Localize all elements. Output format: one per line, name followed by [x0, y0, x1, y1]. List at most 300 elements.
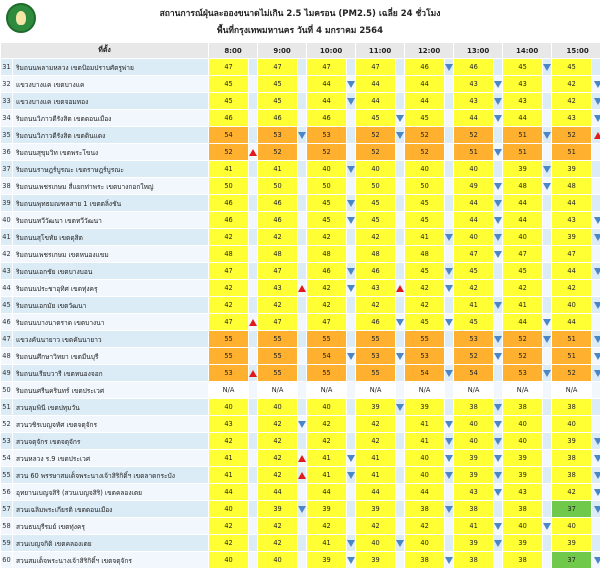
station-number: 60 [1, 552, 13, 569]
station-row [1, 501, 600, 518]
trend-cell [347, 552, 356, 569]
pm25-value-cell: 45 [209, 76, 249, 93]
trend-cell [494, 246, 503, 263]
trend-cell [249, 314, 258, 331]
trend-cell [249, 365, 258, 382]
trend-cell [249, 127, 258, 144]
station-name: แขวงบางแค เขตบางแค [13, 76, 209, 93]
trend-cell [396, 212, 405, 229]
trend-cell [494, 501, 503, 518]
trend-cell [249, 76, 258, 93]
pm25-value-cell: 42 [356, 518, 396, 535]
trend-down-icon [594, 455, 600, 462]
trend-cell [249, 331, 258, 348]
station-number: 52 [1, 416, 13, 433]
pm25-value-cell: 43 [454, 76, 494, 93]
pm25-value-cell: 40 [405, 535, 445, 552]
trend-down-icon [594, 268, 600, 275]
trend-down-icon [594, 81, 600, 88]
station-number: 58 [1, 518, 13, 535]
station-number: 55 [1, 467, 13, 484]
time-column-header: 13:00 [454, 43, 503, 59]
trend-down-icon [594, 353, 600, 360]
pm25-value-cell: 46 [405, 59, 445, 76]
station-row [1, 382, 600, 399]
station-number: 48 [1, 348, 13, 365]
trend-cell [494, 110, 503, 127]
trend-cell [494, 297, 503, 314]
pm25-value-cell: 38 [552, 450, 592, 467]
pm25-value-cell: 38 [454, 501, 494, 518]
trend-cell [249, 212, 258, 229]
trend-down-icon [396, 540, 404, 547]
trend-up-icon [249, 370, 257, 377]
station-name: ริมถนนเอกชัย เขตบางบอน [13, 263, 209, 280]
report-title: สถานการณ์ฝุ่นละอองขนาดไม่เกิน 2.5 ไมครอน (PM2.5) เฉลี่ย 24 ชั่วโมง [0, 6, 600, 20]
pm25-value-cell: 43 [454, 93, 494, 110]
pm25-value-cell: 42 [258, 518, 298, 535]
pm25-value-cell: 48 [503, 178, 543, 195]
trend-cell [396, 297, 405, 314]
pm25-value-cell: 48 [258, 246, 298, 263]
station-name: สวนจตุจักร เขตจตุจักร [13, 433, 209, 450]
trend-cell [298, 127, 307, 144]
station-name: ริมถนนประชาอุทิศ เขตทุ่งครุ [13, 280, 209, 297]
trend-cell [494, 280, 503, 297]
pm25-value-cell: 42 [356, 229, 396, 246]
trend-up-icon [396, 285, 404, 292]
pm25-value-cell: 39 [258, 501, 298, 518]
trend-cell [494, 76, 503, 93]
trend-cell [298, 365, 307, 382]
trend-cell [249, 467, 258, 484]
trend-cell [347, 331, 356, 348]
time-column-header: 14:00 [503, 43, 552, 59]
trend-cell [445, 416, 454, 433]
trend-cell [543, 348, 552, 365]
pm25-value-cell: 48 [356, 246, 396, 263]
trend-up-icon [298, 472, 306, 479]
trend-cell [249, 535, 258, 552]
trend-cell [249, 178, 258, 195]
trend-down-icon [494, 540, 502, 547]
trend-down-icon [396, 353, 404, 360]
trend-cell [396, 484, 405, 501]
trend-down-icon [347, 557, 355, 564]
pm25-value-cell: 53 [356, 348, 396, 365]
trend-cell [592, 161, 600, 178]
trend-cell [494, 195, 503, 212]
trend-cell [445, 110, 454, 127]
trend-cell [543, 433, 552, 450]
trend-down-icon [494, 404, 502, 411]
trend-down-icon [494, 421, 502, 428]
station-number: 57 [1, 501, 13, 518]
pm25-value-cell: 46 [454, 59, 494, 76]
trend-cell [543, 212, 552, 229]
pm25-value-cell: 39 [454, 467, 494, 484]
station-number: 50 [1, 382, 13, 399]
pm25-value-cell: 47 [258, 263, 298, 280]
trend-cell [298, 450, 307, 467]
trend-up-icon [298, 285, 306, 292]
trend-cell [396, 433, 405, 450]
station-number: 43 [1, 263, 13, 280]
station-number: 53 [1, 433, 13, 450]
trend-cell [592, 93, 600, 110]
trend-cell [543, 314, 552, 331]
pm25-value-cell: 45 [307, 195, 347, 212]
table-body [1, 59, 600, 569]
trend-cell [592, 195, 600, 212]
pm25-value-cell: 46 [356, 314, 396, 331]
station-number: 36 [1, 144, 13, 161]
station-row [1, 348, 600, 365]
trend-down-icon [445, 234, 453, 241]
trend-cell [298, 229, 307, 246]
trend-cell [347, 280, 356, 297]
station-name: ริมถนนพุทธมณฑลสาย 1 เขตตลิ่งชัน [13, 195, 209, 212]
station-row [1, 518, 600, 535]
trend-cell [494, 467, 503, 484]
pm25-value-cell: 45 [258, 93, 298, 110]
trend-cell [249, 382, 258, 399]
trend-down-icon [396, 115, 404, 122]
trend-down-icon [396, 319, 404, 326]
pm25-value-cell: 42 [307, 416, 347, 433]
trend-cell [494, 416, 503, 433]
station-name: สวนวชิรเบญจทัศ เขตจตุจักร [13, 416, 209, 433]
trend-cell [543, 127, 552, 144]
trend-cell [445, 552, 454, 569]
station-row [1, 144, 600, 161]
trend-cell [592, 518, 600, 535]
trend-cell [494, 450, 503, 467]
pm25-value-cell: 44 [356, 93, 396, 110]
pm25-value-cell: 43 [552, 212, 592, 229]
pm25-value-cell: 45 [552, 59, 592, 76]
trend-down-icon [594, 438, 600, 445]
pm25-value-cell: 45 [454, 314, 494, 331]
trend-down-icon [494, 217, 502, 224]
pm25-table [0, 42, 600, 569]
trend-down-icon [298, 506, 306, 513]
trend-down-icon [347, 285, 355, 292]
pm25-value-cell: 40 [503, 433, 543, 450]
station-name: ริมถนนพลามหลวง เขตป้อมปราบศัตรูพ่าย [13, 59, 209, 76]
trend-cell [592, 76, 600, 93]
trend-cell [592, 348, 600, 365]
pm25-value-cell: 39 [307, 501, 347, 518]
pm25-value-cell: 40 [356, 161, 396, 178]
pm25-value-cell: 40 [503, 229, 543, 246]
trend-cell [298, 110, 307, 127]
trend-cell [543, 246, 552, 263]
trend-cell [592, 365, 600, 382]
trend-cell [396, 416, 405, 433]
pm25-value-cell: 39 [307, 552, 347, 569]
pm25-value-cell: 55 [356, 365, 396, 382]
trend-cell [298, 93, 307, 110]
station-name: ริมถนนศึกษาวิทยา เขตมีนบุรี [13, 348, 209, 365]
trend-down-icon [543, 370, 551, 377]
trend-cell [347, 416, 356, 433]
trend-down-icon [543, 64, 551, 71]
trend-cell [249, 348, 258, 365]
pm25-value-cell: 42 [209, 433, 249, 450]
pm25-value-cell: 44 [405, 76, 445, 93]
trend-down-icon [298, 132, 306, 139]
trend-cell [445, 93, 454, 110]
trend-cell [249, 416, 258, 433]
trend-cell [396, 93, 405, 110]
pm25-value-cell: 43 [356, 280, 396, 297]
trend-down-icon [594, 302, 600, 309]
trend-down-icon [594, 557, 600, 564]
trend-cell [543, 450, 552, 467]
trend-cell [396, 76, 405, 93]
pm25-value-cell: 43 [503, 76, 543, 93]
pm25-value-cell: 55 [405, 331, 445, 348]
pm25-value-cell: 45 [503, 59, 543, 76]
pm25-value-cell: 47 [209, 263, 249, 280]
pm25-value-cell: 55 [356, 331, 396, 348]
trend-cell [543, 297, 552, 314]
pm25-value-cell: N/A [209, 382, 249, 399]
pm25-value-cell: 53 [209, 365, 249, 382]
trend-cell [445, 433, 454, 450]
station-name: ริมถนนเพชรเกษม เขตหนองแขม [13, 246, 209, 263]
station-name: แขวงบางแค เขตจอมทอง [13, 93, 209, 110]
pm25-value-cell: 40 [552, 416, 592, 433]
station-name: ริมถนนวิภาวดีรังสิต เขตดอนเมือง [13, 110, 209, 127]
pm25-value-cell: 42 [209, 535, 249, 552]
station-row [1, 127, 600, 144]
pm25-value-cell: 39 [356, 501, 396, 518]
trend-cell [543, 416, 552, 433]
trend-down-icon [445, 370, 453, 377]
trend-down-icon [494, 472, 502, 479]
pm25-value-cell: 41 [209, 161, 249, 178]
trend-down-icon [594, 217, 600, 224]
pm25-value-cell: 44 [552, 263, 592, 280]
pm25-value-cell: 38 [405, 501, 445, 518]
trend-cell [592, 535, 600, 552]
trend-up-icon [298, 455, 306, 462]
pm25-value-cell: 45 [405, 212, 445, 229]
trend-cell [298, 212, 307, 229]
pm25-value-cell: 42 [258, 416, 298, 433]
trend-cell [494, 331, 503, 348]
pm25-value-cell: 42 [258, 535, 298, 552]
pm25-value-cell: 44 [356, 76, 396, 93]
trend-cell [396, 467, 405, 484]
pm25-value-cell: 54 [209, 127, 249, 144]
trend-down-icon [347, 98, 355, 105]
trend-cell [249, 110, 258, 127]
trend-cell [445, 501, 454, 518]
pm25-value-cell: 44 [405, 93, 445, 110]
trend-cell [298, 331, 307, 348]
trend-cell [249, 246, 258, 263]
trend-cell [396, 535, 405, 552]
trend-cell [494, 484, 503, 501]
station-name: สวนเบญจกิติ เขตคลองเตย [13, 535, 209, 552]
pm25-value-cell: 53 [307, 127, 347, 144]
trend-down-icon [445, 455, 453, 462]
pm25-value-cell: 42 [552, 76, 592, 93]
trend-cell [347, 501, 356, 518]
station-number: 33 [1, 93, 13, 110]
pm25-value-cell: 43 [209, 416, 249, 433]
trend-cell [494, 59, 503, 76]
trend-cell [347, 518, 356, 535]
pm25-value-cell: 41 [503, 297, 543, 314]
trend-cell [494, 433, 503, 450]
station-name: ริมถนนศรีนครินทร์ เขตประเวศ [13, 382, 209, 399]
pm25-value-cell: 55 [209, 331, 249, 348]
station-row [1, 331, 600, 348]
trend-cell [445, 161, 454, 178]
pm25-value-cell: 52 [503, 331, 543, 348]
pm25-value-cell: 49 [454, 178, 494, 195]
trend-cell [298, 535, 307, 552]
pm25-value-cell: 46 [356, 263, 396, 280]
pm25-value-cell: 45 [405, 195, 445, 212]
pm25-value-cell: N/A [454, 382, 494, 399]
pm25-value-cell: 51 [503, 144, 543, 161]
pm25-value-cell: 45 [356, 110, 396, 127]
station-name: ริมถนนราษฎร์บูรณะ เขตราษฎร์บูรณะ [13, 161, 209, 178]
trend-down-icon [494, 353, 502, 360]
pm25-value-cell: 39 [454, 535, 494, 552]
station-name: ริมถนนเรียบวารี เขตหนองจอก [13, 365, 209, 382]
trend-cell [445, 365, 454, 382]
pm25-value-cell: 40 [209, 552, 249, 569]
pm25-value-cell: 55 [258, 365, 298, 382]
trend-cell [543, 144, 552, 161]
trend-cell [396, 59, 405, 76]
pm25-value-cell: 42 [356, 416, 396, 433]
trend-cell [445, 331, 454, 348]
pm25-value-cell: 42 [307, 518, 347, 535]
pm25-value-cell: 53 [258, 127, 298, 144]
trend-cell [347, 314, 356, 331]
station-row [1, 433, 600, 450]
pm25-value-cell: 52 [258, 144, 298, 161]
trend-cell [396, 365, 405, 382]
trend-down-icon [543, 336, 551, 343]
trend-cell [396, 195, 405, 212]
trend-cell [494, 382, 503, 399]
pm25-value-cell: N/A [503, 382, 543, 399]
pm25-value-cell: 45 [405, 110, 445, 127]
pm25-value-cell: 40 [503, 416, 543, 433]
station-number: 40 [1, 212, 13, 229]
pm25-value-cell: 46 [258, 110, 298, 127]
pm25-value-cell: 44 [552, 314, 592, 331]
trend-cell [396, 144, 405, 161]
trend-cell [347, 348, 356, 365]
trend-cell [249, 484, 258, 501]
pm25-value-cell: 46 [209, 212, 249, 229]
pm25-value-cell: N/A [258, 382, 298, 399]
pm25-value-cell: 40 [405, 450, 445, 467]
pm25-value-cell: 42 [209, 280, 249, 297]
trend-cell [396, 280, 405, 297]
trend-cell [298, 467, 307, 484]
station-number: 51 [1, 399, 13, 416]
trend-cell [298, 161, 307, 178]
trend-cell [445, 263, 454, 280]
pm25-value-cell: 42 [258, 467, 298, 484]
pm25-value-cell: 39 [503, 467, 543, 484]
trend-cell [445, 144, 454, 161]
pm25-value-cell: 40 [454, 161, 494, 178]
trend-cell [396, 331, 405, 348]
trend-cell [249, 501, 258, 518]
pm25-value-cell: 40 [454, 416, 494, 433]
trend-cell [298, 518, 307, 535]
time-column-header: 12:00 [405, 43, 454, 59]
pm25-value-cell: 55 [209, 348, 249, 365]
time-column-header: 9:00 [258, 43, 307, 59]
trend-cell [592, 212, 600, 229]
pm25-value-cell: 51 [552, 348, 592, 365]
trend-cell [592, 501, 600, 518]
station-row [1, 195, 600, 212]
station-name: ริมถนนเพชรเกษม สี่แยกท่าพระ เขตบางกอกใหญ่ [13, 178, 209, 195]
pm25-value-cell: 52 [552, 127, 592, 144]
pm25-value-cell: 46 [209, 195, 249, 212]
pm25-value-cell: 42 [503, 280, 543, 297]
pm25-value-cell: 41 [405, 416, 445, 433]
pm25-value-cell: 54 [454, 365, 494, 382]
trend-down-icon [594, 336, 600, 343]
pm25-value-cell: 51 [503, 127, 543, 144]
pm25-value-cell: 44 [552, 195, 592, 212]
pm25-value-cell: 45 [356, 212, 396, 229]
pm25-value-cell: 44 [307, 76, 347, 93]
pm25-value-cell: 50 [405, 178, 445, 195]
trend-down-icon [396, 404, 404, 411]
trend-cell [445, 535, 454, 552]
trend-cell [494, 229, 503, 246]
trend-cell [396, 382, 405, 399]
trend-cell [298, 501, 307, 518]
station-name: สวนลุมพินี เขตปทุมวัน [13, 399, 209, 416]
pm25-value-cell: 44 [454, 110, 494, 127]
pm25-value-cell: 45 [356, 195, 396, 212]
trend-cell [396, 552, 405, 569]
trend-down-icon [543, 319, 551, 326]
pm25-value-cell: 37 [552, 501, 592, 518]
pm25-value-cell: 50 [209, 178, 249, 195]
pm25-value-cell: 39 [503, 450, 543, 467]
pm25-value-cell: 42 [209, 518, 249, 535]
trend-cell [592, 229, 600, 246]
trend-cell [347, 93, 356, 110]
trend-down-icon [445, 506, 453, 513]
trend-cell [347, 59, 356, 76]
pm25-value-cell: 41 [307, 450, 347, 467]
trend-cell [543, 59, 552, 76]
trend-cell [298, 348, 307, 365]
station-row [1, 416, 600, 433]
trend-down-icon [494, 200, 502, 207]
pm25-value-cell: 42 [258, 297, 298, 314]
pm25-value-cell: 47 [356, 59, 396, 76]
